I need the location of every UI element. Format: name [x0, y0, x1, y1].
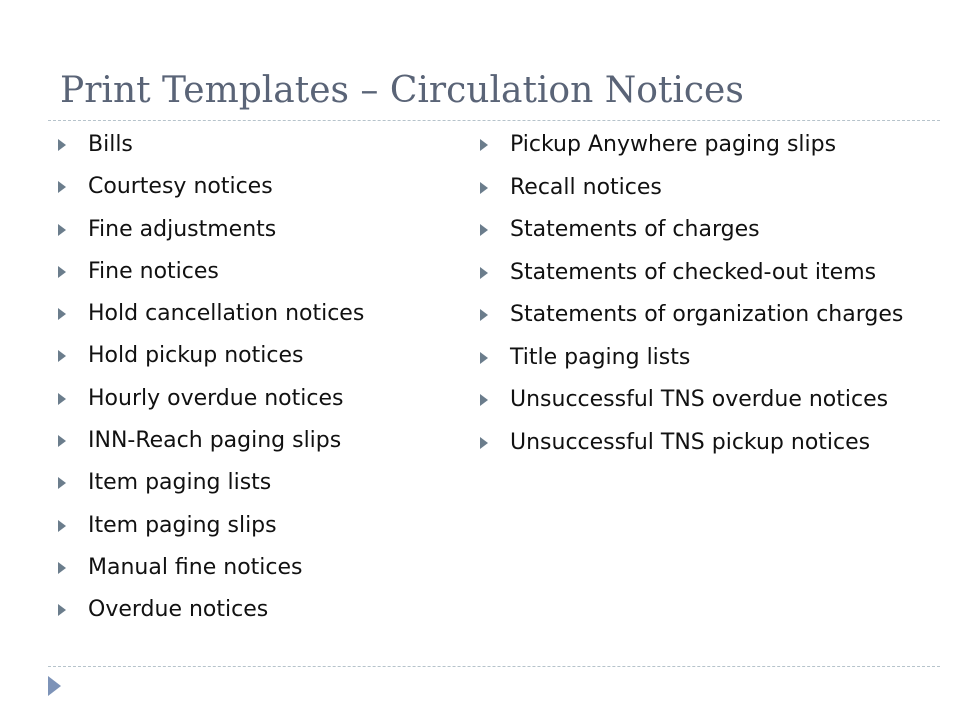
triangle-bullet-icon: [58, 562, 66, 574]
list-item: [58, 429, 458, 453]
list-item: [58, 218, 458, 242]
list-item-label: Pickup Anywhere paging slips: [510, 132, 837, 157]
list-item: [58, 344, 458, 368]
list-item-label: Bills: [88, 132, 133, 157]
triangle-bullet-icon: [58, 139, 66, 151]
triangle-bullet-icon: [480, 394, 488, 406]
list-item-label: Statements of organization charges: [510, 302, 904, 327]
list-item: [58, 514, 458, 538]
list-item: [58, 598, 458, 622]
slide-title: Print Templates – Circulation Notices: [60, 70, 744, 111]
list-item-label: Item paging slips: [88, 512, 277, 538]
list-item-label: Recall notices: [510, 174, 662, 200]
list-item: [480, 346, 910, 370]
list-item: [480, 133, 910, 157]
list-item: [58, 175, 458, 199]
list-item-label: Fine notices: [88, 258, 219, 284]
list-item: [58, 260, 458, 284]
right-bullet-list: [480, 133, 910, 473]
triangle-bullet-icon: [480, 182, 488, 194]
triangle-bullet-icon: [480, 437, 488, 449]
list-item: [480, 303, 910, 327]
title-divider: [48, 120, 940, 121]
triangle-bullet-icon: [58, 435, 66, 447]
list-item-label: Courtesy notices: [88, 174, 273, 200]
triangle-bullet-icon: [58, 604, 66, 616]
list-item: [480, 176, 910, 200]
triangle-bullet-icon: [480, 309, 488, 321]
triangle-bullet-icon: [58, 224, 66, 236]
list-item-label: Statements of charges: [510, 217, 760, 242]
list-item: [58, 133, 458, 157]
list-item-label: Statements of checked-out items: [510, 259, 877, 285]
triangle-bullet-icon: [58, 520, 66, 532]
list-item-label: Title paging lists: [510, 344, 691, 370]
list-item: [58, 471, 458, 495]
list-item: [58, 302, 458, 326]
list-item: [480, 431, 910, 455]
list-item-label: Overdue notices: [88, 597, 269, 623]
triangle-bullet-icon: [58, 308, 66, 320]
triangle-bullet-icon: [480, 267, 488, 279]
list-item-label: Manual fine notices: [88, 554, 303, 580]
list-item-label: Hold cancellation notices: [88, 301, 365, 327]
triangle-bullet-icon: [58, 477, 66, 489]
triangle-arrow-icon: [48, 676, 61, 696]
list-item-label: Fine adjustments: [88, 216, 277, 242]
list-item-label: INN-Reach paging slips: [88, 428, 342, 454]
triangle-bullet-icon: [480, 352, 488, 364]
triangle-bullet-icon: [480, 139, 488, 151]
triangle-bullet-icon: [58, 393, 66, 405]
list-item-label: Hold pickup notices: [88, 343, 304, 369]
list-item: [480, 261, 910, 285]
list-item: [480, 218, 910, 242]
footer-divider: [48, 666, 940, 667]
triangle-bullet-icon: [480, 224, 488, 236]
list-item-label: Unsuccessful TNS overdue notices: [510, 387, 889, 412]
triangle-bullet-icon: [58, 350, 66, 362]
list-item: [480, 388, 910, 412]
list-item-label: Hourly overdue notices: [88, 385, 344, 411]
list-item: [58, 556, 458, 580]
triangle-bullet-icon: [58, 181, 66, 193]
list-item-label: Unsuccessful TNS pickup notices: [510, 429, 871, 455]
list-item: [58, 387, 458, 411]
triangle-bullet-icon: [58, 266, 66, 278]
left-bullet-list: [58, 133, 458, 641]
list-item-label: Item paging lists: [88, 470, 272, 496]
